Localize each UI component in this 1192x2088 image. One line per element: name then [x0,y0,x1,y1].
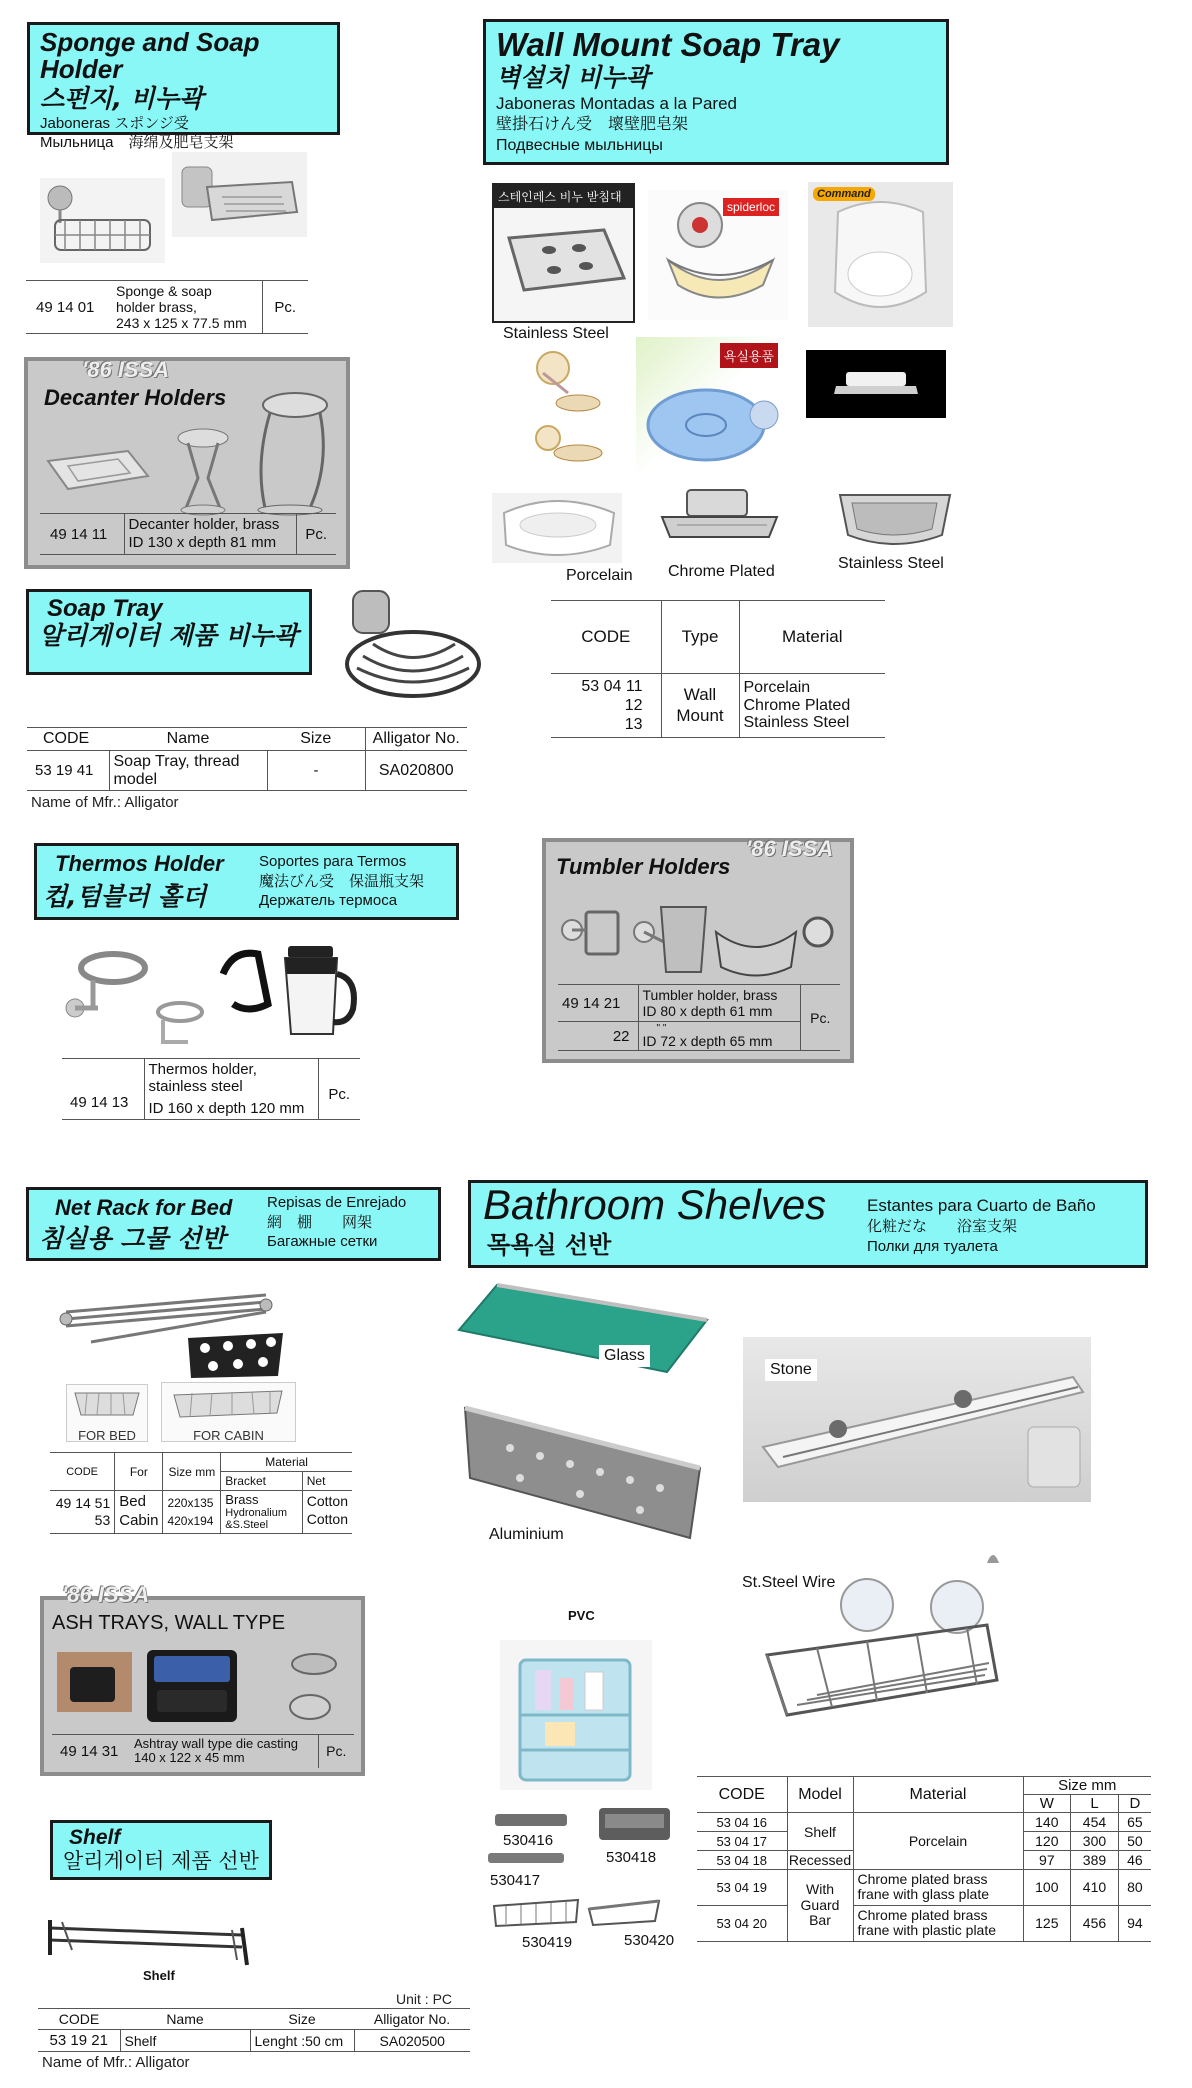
thermos-title: Thermos Holder [55,851,224,876]
decanter-desc-cell [124,514,296,555]
bath-header-w: W [1023,1795,1071,1813]
soap-tray-image [333,586,483,706]
wall-mount-material-3: Stainless Steel [743,714,850,732]
bath-glass-shelf-image [457,1280,717,1375]
net-rack-net-cell [302,1491,352,1534]
shelf-name: Shelf [120,2030,250,2052]
tumbler-box [542,838,854,1063]
tumbler-desc-2: ID 80 x depth 61 mm [642,1003,773,1020]
clear-soap-holder-icon [808,182,953,327]
net-rack-subtitle-2: 網 棚 网架 [267,1213,373,1231]
bath-header-material: Material [853,1777,1023,1813]
wall-mount-codes-cell [551,674,661,738]
bath-row-w: 100 [1023,1870,1071,1906]
shelf-unit-note: Unit : PC [396,1991,453,2007]
bath-model-guard-3: Bar [809,1911,831,1928]
bath-row-code: 53 04 20 [697,1905,787,1941]
soap-tray-title: Soap Tray [47,595,163,622]
thermos-desc-cell [144,1059,318,1120]
wall-mount-header-material: Material [782,627,843,646]
bath-subtitle-1: Estantes para Cuarto de Baño [867,1196,1096,1215]
net-rack-header-net: Net [306,1474,326,1488]
bath-thumb-530420-label: 530420 [624,1932,675,1949]
bath-thumb-530416-image [491,1810,571,1830]
decanter-box [24,357,350,569]
net-rack-subtitle-3: Багажные сетки [267,1233,378,1250]
wall-mount-badge-ko: 스테인레스 비누 받침대 [494,185,633,208]
bath-material-glass-1: Chrome plated brass [857,1871,988,1887]
bath-material-glass-cell [853,1870,1023,1906]
wall-mount-table [551,600,885,738]
net-rack-header-size: Size mm [163,1453,221,1491]
ash-issa-badge: '86 ISSA [62,1582,150,1607]
wall-mount-subtitle-2: 壁掛石けん受 壞壁肥皂架 [496,115,689,133]
bath-row-d: 80 [1127,1879,1143,1896]
bath-header-l: L [1071,1795,1119,1813]
cabin-net-icon [162,1383,295,1423]
bath-row-19 [697,1870,1151,1906]
thermos-subtitles [259,852,424,911]
tumbler-desc-cell-1 [638,985,800,1022]
decanter-spec-table [40,513,336,555]
shelf-header-name: Name [166,2011,204,2027]
wall-mount-type-2: Mount [676,705,724,725]
bath-model-guard-2: Guard [800,1896,840,1913]
net-rack-header-for: For [115,1453,163,1491]
net-rack-bracket-3: &S.Steel [225,1519,269,1532]
bath-material-glass-2: frane with glass plate [857,1886,990,1903]
bath-row-l: 389 [1071,1851,1119,1870]
bath-model-shelf: Shelf [787,1813,853,1851]
tumbler-code-2: 22 [558,1022,638,1051]
net-rack-header-material: Material [221,1453,352,1472]
sponge-desc-cell [112,281,262,334]
wall-mount-caption-chrome: Chrome Plated [668,563,775,580]
sponge-spec-table [26,280,308,334]
thermos-holder-image-1 [63,938,158,1028]
net-rack-size-1: 220x135 [167,1496,214,1511]
ash-desc-1: Ashtray wall type die casting [134,1736,299,1751]
wall-mount-photo-porcelain [492,493,622,563]
bath-title-ko: 목욕실 선반 [487,1231,612,1259]
shelf-mfr: Name of Mfr.: Alligator [42,2054,190,2071]
ash-tray-box [40,1582,365,1776]
decanter-desc-1: Decanter holder, brass [128,516,280,533]
thermos-holder-image-2 [148,992,210,1050]
shelf-image [42,1910,254,1970]
bath-row-code: 53 04 19 [697,1870,787,1906]
soap-tray-header-code: CODE [43,730,90,747]
bath-label-glass: Glass [599,1345,650,1367]
wall-mount-material-1: Porcelain [743,679,811,697]
bath-material-porcelain: Porcelain [853,1813,1023,1870]
bath-header-code: CODE [697,1777,787,1813]
soap-tray-title-box [26,589,312,675]
decanter-holder-image-3 [250,383,330,518]
net-rack-title-box [26,1187,441,1261]
wall-mount-photo-spiderloc [648,190,788,320]
wall-mount-type-1: Wall [683,685,717,705]
net-rack-label-cabin: FOR CABIN [193,1428,264,1443]
sponge-subtitle-1: Jaboneras スポンジ受 [40,114,189,132]
sponge-unit: Pc. [274,298,297,316]
wall-mount-photo-stainless-2 [832,485,957,555]
wall-mount-material-cell [739,674,885,738]
net-rack-header-code: CODE [50,1453,115,1491]
net-rack-net-2: Cotton [306,1510,348,1527]
sponge-code: 49 14 01 [36,298,95,316]
bath-subtitles [867,1195,1096,1256]
tumbler-code-1: 49 14 21 [558,985,638,1022]
thermos-subtitle-1: Soportes para Termos [259,853,407,870]
bath-subtitle-2: 化粧だな 浴室支架 [867,1218,1018,1236]
pvc-shelf-icon [500,1640,652,1790]
wall-mount-caption-stainless-2: Stainless Steel [838,555,944,572]
thermos-unit: Pc. [328,1086,351,1104]
soap-tray-mfr: Name of Mfr.: Alligator [31,794,179,811]
bath-row-w: 120 [1023,1832,1071,1851]
net-rack-net-1: Cotton [306,1493,348,1509]
sponge-subtitle-2: Мыльница 海绵及肥皂支架 [40,134,234,152]
bath-thumb-530419-label: 530419 [522,1934,573,1951]
net-rack-subtitle-1: Repisas de Enrejado [267,1194,407,1211]
bath-subtitle-3: Полки для туалета [867,1237,998,1255]
ash-unit: Pc. [326,1743,347,1760]
bath-model-recessed: Recessed [788,1852,852,1868]
ash-tray-images [52,1642,352,1732]
sponge-holder-dish-image [172,152,307,237]
soap-tray-alligator-no: SA020800 [378,761,454,779]
bath-wire-shelf-image [757,1545,1007,1735]
wall-mount-header-type: Type [661,601,739,674]
thermos-title-ko: 컵,텀블러 홀더 [43,882,207,911]
thermos-subtitle-2: 魔法びん受 保温瓶支架 [259,872,425,890]
bath-row-w: 125 [1023,1905,1071,1941]
net-rack-title-ko: 침실용 그물 선반 [39,1224,226,1253]
decanter-unit: Pc. [305,525,328,543]
bath-row-code: 53 04 18 [697,1851,787,1870]
bath-row-d: 94 [1127,1915,1143,1932]
decanter-title: Decanter Holders [44,385,227,410]
net-rack-bracket-1: Brass [225,1492,259,1507]
soap-tray-size: - [267,751,365,791]
sponge-desc-3: 243 x 125 x 77.5 mm [116,315,247,332]
soap-tray-title-ko: 알리게이터 제품 비누곽 [39,621,298,651]
net-rack-for-2: Cabin [119,1512,159,1530]
bath-thumb-530418-image [597,1806,672,1842]
soap-tray-header-size: Size [267,728,365,751]
spiderloc-logo: spiderloc [723,198,779,216]
net-rack-for-cell [115,1491,163,1534]
tumbler-issa-badge: '86 ISSA [746,836,834,861]
wall-mount-title: Wall Mount Soap Tray [496,26,840,63]
bath-row-d: 50 [1127,1833,1143,1849]
thermos-desc-2: stainless steel [148,1078,243,1096]
net-rack-table [50,1452,352,1534]
net-rack-label-bed: FOR BED [78,1428,136,1443]
wall-mount-subtitle-1: Jaboneras Montadas a la Pared [496,93,737,113]
bath-label-wire: St.Steel Wire [742,1574,836,1591]
soap-tray-name-1: Soap Tray, thread [113,753,240,770]
thermos-desc-3: ID 160 x depth 120 mm [148,1099,305,1117]
bath-stone-shelf-photo [743,1337,1091,1502]
wall-mount-photo-chrome [657,487,782,547]
net-rack-bracket-cell [221,1491,302,1534]
soap-tray-header-alligator: Alligator No. [372,730,460,747]
thermos-spec-table [62,1058,360,1120]
soap-dish-stainless-icon [494,208,633,318]
tumbler-desc-1: Tumbler holder, brass [642,987,778,1003]
bath-header-d: D [1129,1795,1141,1812]
sponge-desc-1: Sponge & soap [116,283,212,299]
wall-mount-photo-black [806,350,946,418]
bath-row-l: 456 [1071,1905,1119,1941]
thermos-desc-1: Thermos holder, [148,1061,257,1078]
bath-title: Bathroom Shelves [483,1181,827,1228]
bath-goods-badge: 욕실용품 [720,343,778,368]
wall-mount-subtitle-3: Подвесные мыльницы [496,136,663,154]
net-rack-title: Net Rack for Bed [55,1195,233,1220]
net-rack-bracket-2: Hydronalium [225,1507,288,1520]
wall-mount-header-code: CODE [551,601,661,674]
bath-row-d: 46 [1127,1852,1143,1868]
tumbler-ditto: " " [656,1023,667,1035]
shelf-header-alligator: Alligator No. [373,2011,451,2027]
bath-row-w: 140 [1023,1813,1071,1832]
wall-mount-title-box [483,19,949,165]
bath-aluminium-shelf-image [460,1388,715,1548]
bath-material-plastic-1: Chrome plated brass [857,1906,988,1923]
sponge-title: Sponge and Soap Holder [40,27,260,85]
wall-mount-title-ko: 벽설치 비누곽 [496,62,650,92]
net-rack-codes-cell [50,1491,115,1534]
thermos-mug-holder-image [213,934,363,1049]
soap-tray-code: 53 19 41 [27,751,109,791]
bath-title-box [468,1180,1148,1268]
net-rack-header-bracket: Bracket [221,1472,302,1491]
bath-spec-table [697,1776,1151,1942]
wall-mount-type-cell [661,674,739,738]
shelf-alligator-no: SA020500 [379,2032,445,2049]
tumbler-desc-3: ID 72 x depth 65 mm [642,1033,773,1050]
thermos-subtitle-3: Держатель термоса [259,892,398,909]
bath-thumb-530418-label: 530418 [606,1849,657,1866]
tumbler-unit: Pc. [800,985,840,1051]
ash-spec-table [52,1734,354,1768]
net-rack-size-2: 420x194 [167,1514,214,1529]
shelf-code: 53 19 21 [38,2030,120,2052]
bath-row-l: 410 [1071,1870,1119,1906]
bath-pvc-shelf-photo [500,1640,652,1790]
shelf-size: Lenght :50 cm [250,2030,354,2052]
wall-mount-photo-suction-small [508,348,613,468]
wall-mount-code-3: 13 [624,716,643,734]
bath-thumb-530417-label: 530417 [490,1872,541,1889]
soap-tray-header-name: Name [166,730,210,747]
soap-tray-name-2: model [113,770,158,788]
bath-row-l: 454 [1071,1813,1119,1832]
command-logo: Command [813,187,875,201]
wall-mount-photo-stainless-1 [492,183,635,323]
wall-mount-photo-blue-dish [636,337,786,477]
ash-code: 49 14 31 [60,1742,119,1760]
bath-header-size: Size mm [1023,1777,1151,1795]
net-rack-code-1: 49 14 51 [55,1494,111,1511]
bath-row-w: 97 [1023,1851,1071,1870]
decanter-issa-badge: '86 ISSA [82,357,170,382]
shelf-title-box [50,1820,272,1880]
decanter-code: 49 14 11 [40,514,124,555]
bath-row-l: 300 [1071,1832,1119,1851]
bath-model-guard-cell [787,1870,853,1942]
thermos-title-box [34,843,459,920]
net-rack-cabin-panel [161,1382,296,1442]
tumbler-holder-images [556,892,846,984]
sponge-holder-basket-image [40,178,165,263]
bath-material-plastic-2: frane with plastic plate [857,1922,997,1939]
bath-row-16 [697,1813,1151,1832]
ash-desc-cell [130,1735,318,1768]
shelf-table [38,2008,470,2052]
ash-desc-2: 140 x 122 x 45 mm [134,1750,245,1766]
ash-title: ASH TRAYS, WALL TYPE [52,1612,286,1634]
soap-tray-name-cell [109,751,267,791]
bath-material-plastic-cell [853,1905,1023,1941]
shelf-title: Shelf [69,1826,121,1849]
tumbler-title: Tumbler Holders [556,854,731,879]
bed-net-icon [67,1385,147,1423]
bath-header-model: Model [787,1777,853,1813]
net-rack-bed-panel [66,1384,148,1442]
tumbler-desc-cell-2 [638,1022,800,1051]
bath-row-code: 53 04 16 [697,1813,787,1832]
net-rack-polka-dot-image [183,1328,288,1383]
bath-label-pvc: PVC [568,1608,595,1623]
wall-soap-shelf-black-icon [806,350,946,418]
bath-label-aluminium: Aluminium [489,1526,564,1543]
sponge-title-ko: 스펀지, 비누곽 [40,83,204,113]
sponge-desc-2: holder brass, [116,299,197,316]
shelf-title-ko: 알리게이터 제품 선반 [63,1849,259,1874]
bath-row-code: 53 04 17 [697,1832,787,1851]
net-rack-code-2: 53 [94,1512,111,1529]
net-rack-size-cell [163,1491,221,1534]
bath-thumb-530417-image [486,1850,566,1866]
shelf-caption: Shelf [143,1968,175,1983]
decanter-holder-image-1 [38,431,158,506]
decanter-desc-2: ID 130 x depth 81 mm [128,534,277,551]
shelf-header-size: Size [288,2011,316,2027]
bath-row-20 [697,1905,1151,1941]
bath-thumb-530420-image [585,1895,663,1927]
bath-model-guard-1: With [806,1881,834,1898]
net-rack-subtitles [267,1193,406,1252]
wall-mount-caption-stainless-1: Stainless Steel [503,325,609,342]
bath-row-d: 65 [1127,1814,1143,1830]
decanter-holder-image-2 [168,423,238,518]
net-rack-for-1: Bed [119,1493,146,1511]
wall-mount-caption-porcelain: Porcelain [566,567,633,584]
thermos-code: 49 14 13 [62,1059,144,1120]
bath-thumb-530416-label: 530416 [503,1832,554,1849]
wall-mount-photo-command [808,182,953,327]
bath-label-stone: Stone [765,1359,817,1381]
shelf-header-code: CODE [58,2011,100,2027]
wall-mount-code-1: 53 04 11 [581,677,643,695]
wall-mount-code-2: 12 [624,696,643,714]
wall-mount-material-2: Chrome Plated [743,696,851,714]
soap-tray-table [27,727,467,791]
bath-thumb-530419-image [491,1896,581,1928]
sponge-title-box [27,22,340,152]
tumbler-spec-table [558,984,840,1051]
